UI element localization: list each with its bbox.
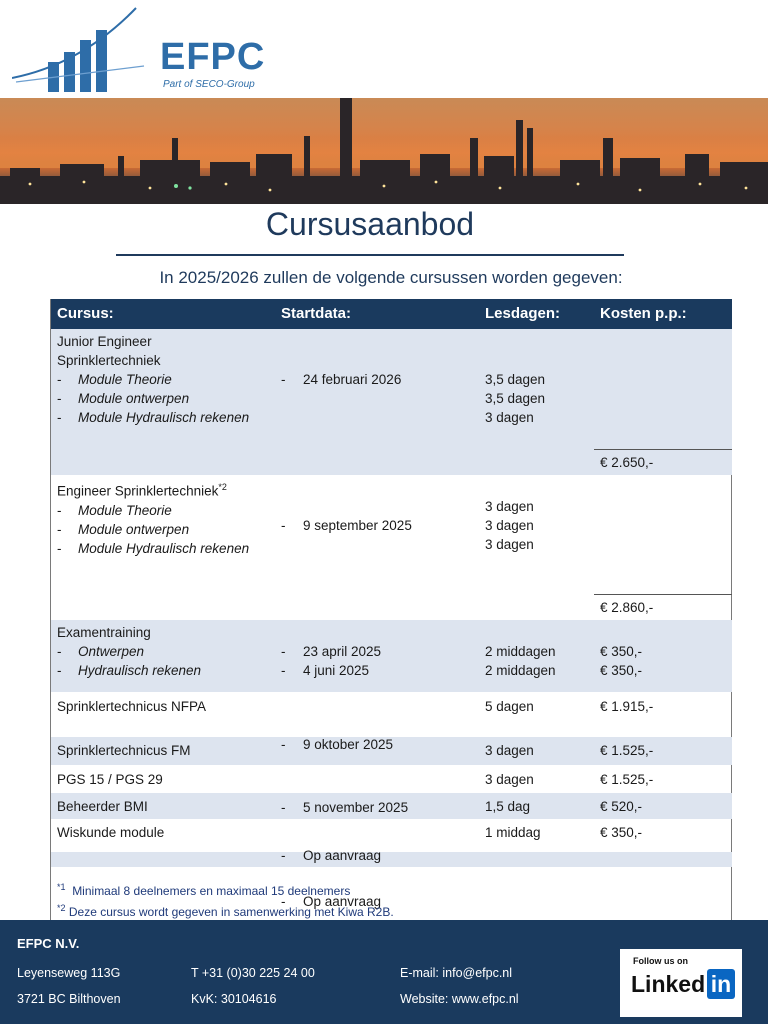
course-junior-title: Junior Engineer Sprinklertechniek - Module Theorie - Module ontwerpen - Module Hydraulisch rekenen: [57, 332, 249, 427]
website-link[interactable]: Website: www.efpc.nl: [400, 992, 519, 1006]
header-course: Cursus:: [57, 305, 114, 322]
module-item: - Module Hydraulisch rekenen: [57, 408, 249, 427]
course-price: € 2.860,-: [600, 600, 654, 615]
table-row: PGS 15 / PGS 29: [57, 772, 163, 787]
module-item: - Ontwerpen: [57, 642, 201, 661]
module-item: - Module ontwerpen: [57, 389, 249, 408]
module-item: - Module Theorie: [57, 501, 249, 520]
kvk-number: KvK: 30104616: [191, 992, 277, 1006]
start-date: - 24 februari 2026: [281, 370, 768, 389]
course-prices: € 350,- € 350,-: [600, 644, 643, 678]
footnote-2: $^{*2}$ Deze cursus wordt gegeven in samenwerking met Kiwa R2B.: [57, 903, 394, 919]
logo-wordmark: EFPC: [160, 36, 266, 78]
title-underline: [116, 254, 624, 256]
course-price: € 350,-: [600, 825, 643, 840]
email-link[interactable]: E-mail: info@efpc.nl: [400, 966, 513, 980]
course-price: € 1.525,-: [600, 772, 654, 787]
course-price: € 2.650,-: [600, 455, 654, 470]
efpc-logo: [12, 4, 266, 96]
start-date: - 9 oktober 2025: [281, 735, 768, 754]
table-row: Beheerder BMI: [57, 799, 148, 814]
logo-tagline: Part of SECO-Group: [163, 79, 255, 90]
header-lesson-days: Lesdagen:: [485, 305, 561, 322]
footnote-1: $^{*1}$ Minimaal 8 deelnemers en maximaal 15 deelnemers: [57, 882, 351, 898]
page-subtitle: In 2025/2026 zullen de volgende cursussen worden gegeven:: [159, 268, 623, 287]
price-divider: [594, 449, 732, 450]
start-date: - 5 november 2025: [281, 798, 768, 817]
lesson-days: 3,5 dagen 3,5 dagen 3 dagen: [485, 372, 546, 425]
linkedin-icon: in: [707, 969, 735, 999]
table-row: Sprinklertechnicus NFPA: [57, 699, 207, 714]
course-exam-title: Examentraining - Ontwerpen - Hydraulisch rekenen: [57, 623, 201, 680]
lesson-days: 3 dagen: [485, 772, 534, 787]
lesson-days: 3 dagen 3 dagen 3 dagen: [485, 499, 534, 552]
header-cost: Kosten p.p.:: [600, 305, 687, 322]
price-divider: [594, 594, 732, 595]
module-item: - Module Hydraulisch rekenen: [57, 539, 249, 558]
lesson-days: 1,5 dag: [485, 799, 531, 814]
logo-bars-icon: [12, 4, 162, 96]
start-date: - Op aanvraag: [281, 892, 768, 911]
course-price: € 1.525,-: [600, 743, 654, 758]
lesson-days: 2 middagen 2 middagen: [485, 644, 556, 678]
page-title: Cursusaanbod: [265, 206, 475, 242]
address-city: 3721 BC Bilthoven: [17, 992, 121, 1006]
footnotes: [57, 879, 394, 921]
table-header: [51, 299, 732, 329]
company-name: EFPC N.V.: [17, 936, 80, 951]
course-price: € 520,-: [600, 799, 643, 814]
course-engineer-title: Engineer Sprinklertechniek$^{*2}$ - Module Theorie - Module ontwerpen - Module Hydraulisch rekenen: [57, 478, 249, 558]
lesson-days: 3 dagen: [485, 743, 534, 758]
lesson-days: 5 dagen: [485, 699, 534, 714]
course-price: € 1.915,-: [600, 699, 654, 714]
module-item: - Module ontwerpen: [57, 520, 249, 539]
phone-number: T +31 (0)30 225 24 00: [191, 966, 315, 980]
header-start-date: Startdata:: [281, 305, 352, 322]
start-date: - 9 september 2025: [281, 516, 768, 535]
start-date: - Op aanvraag: [281, 846, 768, 865]
industrial-banner-image: [0, 98, 768, 204]
module-item: - Module Theorie: [57, 370, 249, 389]
linkedin-follow-badge[interactable]: Follow us on Linked in: [620, 949, 742, 1017]
table-row: Sprinklertechnicus FM: [57, 743, 191, 758]
table-row: Wiskunde module: [57, 825, 165, 840]
page-footer: [0, 920, 768, 1024]
start-dates: - 23 april 2025 - 4 juni 2025: [281, 642, 381, 680]
module-item: - Hydraulisch rekenen: [57, 661, 201, 680]
course-table: [50, 299, 732, 921]
lesson-days: 1 middag: [485, 825, 541, 840]
address-street: Leyenseweg 113G: [17, 966, 121, 980]
